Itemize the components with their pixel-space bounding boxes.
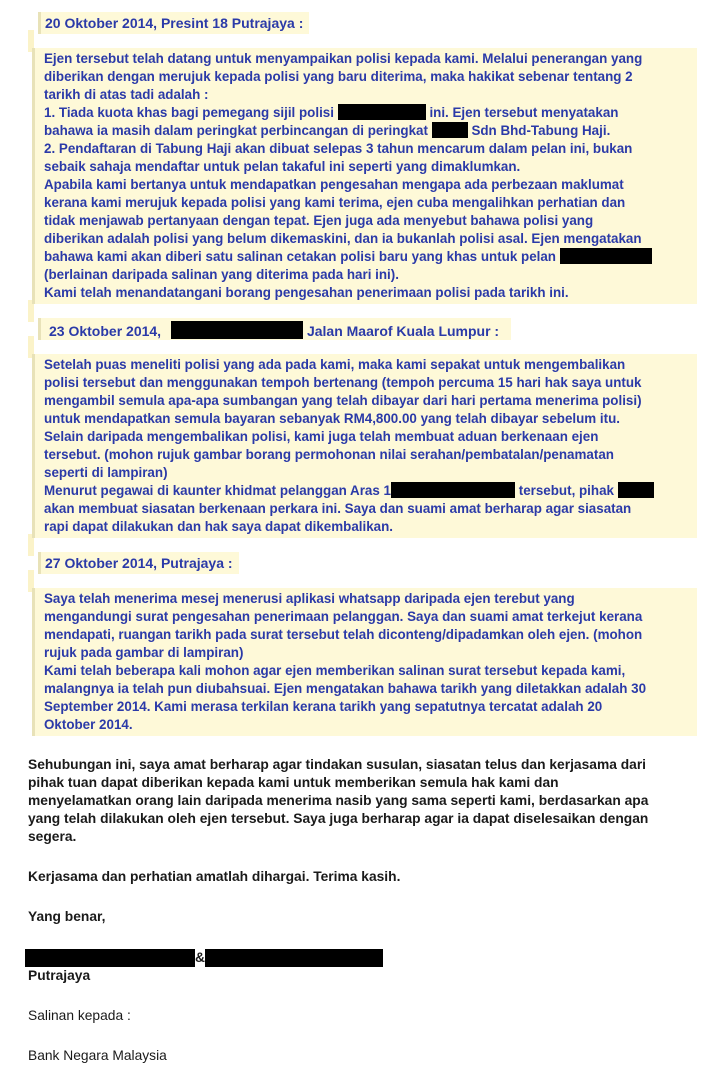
redaction-box	[171, 321, 303, 339]
closing-paragraph: Sehubungan ini, saya amat berharap agar tindakan susulan, siasatan telus dan kerjasama dari pihak tuan dapat diberikan kepada kami untuk memberikan semula hak kami dan menyelamatkan orang lain daripada menerima nasib yang sama seperti kami, berdasarkan apa yang telah dilakukan oleh ejen tersebut. Saya juga berharap agar ia dapat diselesaikan dengan segera.	[28, 757, 649, 844]
section-line: Ejen tersebut telah datang untuk menyampaikan polisi kepada kami. Melalui penerangan yang	[44, 51, 643, 66]
signatures	[25, 949, 383, 967]
section-line: Saya telah menerima mesej menerusi aplikasi whatsapp daripada ejen terebut yang	[44, 591, 575, 606]
section-line: tidak menjawab pertanyaan dengan tepat. Ejen juga ada menyebut bahawa polisi yang	[44, 213, 594, 228]
redaction-box	[338, 104, 426, 120]
section-line: mendapati, ruangan tarikh pada surat tersebut telah diconteng/dipadamkan oleh ejen. (mohon	[44, 627, 643, 642]
section-line: tersebut. (mohon rujuk gambar borang permohonan nilai serahan/pembatalan/penamatan	[44, 447, 614, 462]
redaction-box	[560, 248, 652, 264]
section-line: 1. Tiada kuota khas bagi pemegang sijil polisi ini. Ejen tersebut menyatakan	[44, 105, 619, 120]
section-line: rujuk pada gambar di lampiran)	[44, 645, 244, 660]
section-3-heading: 27 Oktober 2014, Putrajaya :	[38, 552, 239, 574]
redaction-box	[391, 482, 515, 498]
section-line: Apabila kami bertanya untuk mendapatkan pengesahan mengapa ada perbezaan maklumat	[44, 177, 624, 192]
section-line: mengandungi surat pengesahan penerimaan pelanggan. Saya dan suami amat terkejut kerana	[44, 609, 643, 624]
section-line: bahawa ia masih dalam peringkat perbincangan di peringkat Sdn Bhd-Tabung Haji.	[44, 123, 611, 138]
section-line: seperti di lampiran)	[44, 465, 168, 480]
section-line: akan membuat siasatan berkenaan perkara ini. Saya dan suami amat berharap agar siasatan	[44, 501, 632, 516]
section-line: malangnya ia telah pun diubahsuai. Ejen mengatakan bahawa tarikh yang diletakkan adalah 30	[44, 681, 647, 696]
section-line: diberikan dengan merujuk kepada polisi yang baru diterima, maka hakikat sebenar tentang 2	[44, 69, 633, 84]
salutation: Yang benar,	[28, 909, 106, 924]
section-line: tarikh di atas tadi adalah :	[44, 87, 209, 102]
section-1-heading: 20 Oktober 2014, Presint 18 Putrajaya :	[38, 12, 309, 34]
section-3-body	[32, 588, 697, 736]
section-line: untuk mendapatkan semula bayaran sebanyak RM4,800.00 yang telah dibayar sebelum itu.	[44, 411, 621, 426]
cc-recipient: Bank Negara Malaysia	[28, 1048, 167, 1063]
section-line: kerana kami merujuk kepada polisi yang kami terima, ejen cuba mengalihkan perhatian dan	[44, 195, 626, 210]
redaction-box	[432, 122, 468, 138]
cc-label: Salinan kepada :	[28, 1008, 131, 1023]
section-line: Menurut pegawai di kaunter khidmat pelanggan Aras 1 tersebut, pihak	[35, 482, 697, 500]
section-line: diberikan adalah polisi yang belum dikemaskini, dan ia bukanlah polisi asal. Ejen mengatakan	[44, 231, 642, 246]
section-line: Oktober 2014.	[44, 717, 133, 732]
section-line: bahawa kami akan diberi satu salinan cetakan polisi baru yang khas untuk pelan	[35, 248, 697, 266]
section-line: mengambil semula apa-apa sumbangan yang telah dibayar dari hari pertama menerima polisi)	[44, 393, 642, 408]
section-2-body	[32, 354, 697, 538]
section-line: Kami telah beberapa kali mohon agar ejen memberikan salinan surat tersebut kepada kami,	[44, 663, 626, 678]
section-1-body	[32, 48, 697, 304]
section-line: September 2014. Kami merasa terkilan kerana tarikh yang sepatutnya tercatat adalah 20	[44, 699, 603, 714]
section-line: polisi tersebut dan menggunakan tempoh bertenang (tempoh percuma 15 hari hak saya untuk	[44, 375, 642, 390]
section-line: Setelah puas meneliti polisi yang ada pada kami, maka kami sepakat untuk mengembalikan	[44, 357, 626, 372]
redaction-box	[25, 949, 195, 967]
thanks-line: Kerjasama dan perhatian amatlah dihargai. Terima kasih.	[28, 869, 401, 884]
section-line: Selain daripada mengembalikan polisi, kami juga telah membuat aduan berkenaan ejen	[44, 429, 599, 444]
section-2-heading: 23 Oktober 2014, Jalan Maarof Kuala Lumpur :	[38, 318, 511, 340]
section-line: Kami telah menandatangani borang pengesahan penerimaan polisi pada tarikh ini.	[44, 285, 569, 300]
redaction-box	[618, 482, 654, 498]
section-line: sebaik sahaja mendaftar untuk pelan takaful ini seperti yang dimaklumkan.	[44, 159, 521, 174]
section-line: 2. Pendaftaran di Tabung Haji akan dibuat selepas 3 tahun mencarum dalam pelan ini, bukan	[44, 141, 633, 156]
section-line: rapi dapat dilakukan dan hak saya dapat dikembalikan.	[44, 519, 394, 534]
location: Putrajaya	[28, 968, 91, 983]
redaction-box	[205, 949, 383, 967]
ampersand: &	[195, 950, 205, 965]
section-line: (berlainan daripada salinan yang diterima pada hari ini).	[44, 267, 399, 282]
